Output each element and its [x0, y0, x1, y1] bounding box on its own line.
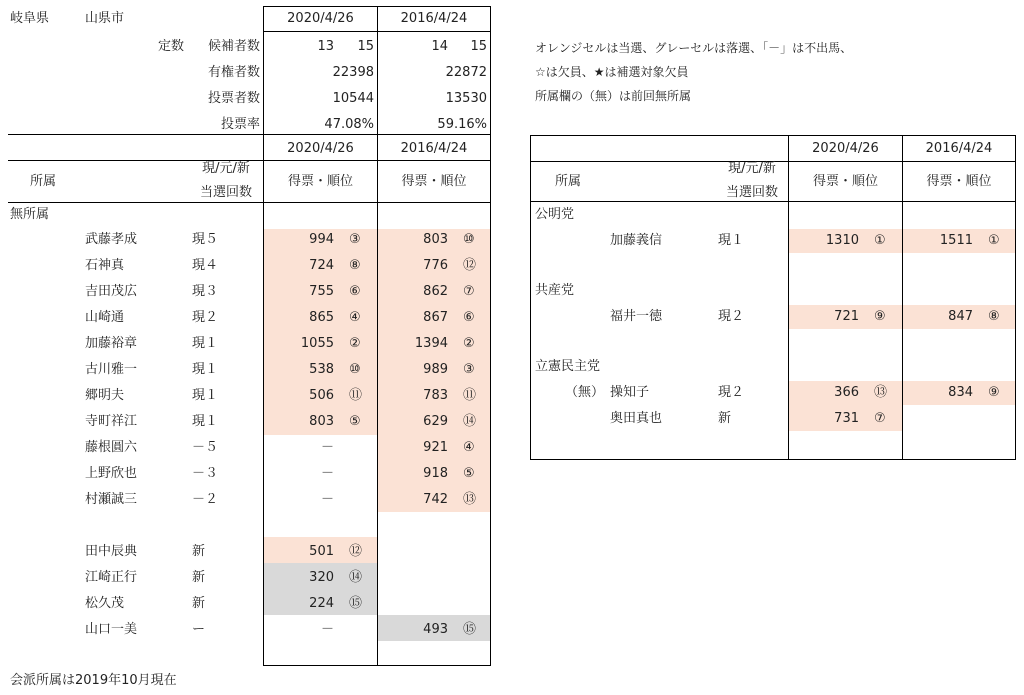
right-col-votes-2020: 得票・順位	[812, 174, 878, 189]
label-voters: 有権者数	[207, 65, 260, 80]
candidates-2016: 15	[470, 39, 487, 54]
candidate-status: 現１	[192, 362, 219, 377]
rank-2016: ⑪	[463, 388, 477, 403]
right-col-terms: 当選回数	[725, 185, 778, 200]
left-col-votes-2016: 得票・順位	[401, 174, 467, 189]
votes-2020: 865	[309, 310, 334, 325]
left-col-affiliation: 所属	[30, 174, 57, 189]
rank-2016: ③	[463, 362, 475, 377]
candidate-name: 山崎通	[85, 310, 125, 325]
rank-2020: ⑬	[874, 385, 888, 400]
votes-2020: 1310	[825, 233, 859, 248]
right-col-status: 現/元/新	[728, 161, 776, 176]
ballots-2016: 13530	[445, 91, 487, 106]
votes-2020: －	[320, 466, 334, 481]
footer-note: 会派所属は2019年10月現在	[10, 673, 177, 688]
party-komeito: 公明党	[535, 207, 575, 222]
rank-2020: ⑥	[349, 284, 361, 299]
votes-2020: －	[320, 492, 334, 507]
rank-2016: ⑦	[463, 284, 475, 299]
votes-2020: 731	[834, 411, 859, 426]
header-date-2016: 2016/4/24	[400, 11, 468, 26]
voters-2016: 22872	[445, 65, 487, 80]
candidate-status: 現２	[192, 310, 219, 325]
rank-2020: ⑦	[874, 411, 886, 426]
note-line-2: ☆は欠員、★は補選対象欠員	[535, 65, 689, 79]
rank-2020: ③	[349, 232, 361, 247]
candidate-name: 福井一徳	[610, 309, 663, 324]
candidates-2020: 15	[357, 39, 374, 54]
candidate-status: 現１	[192, 414, 219, 429]
party-independent: 無所属	[10, 207, 50, 222]
candidate-status: 現２	[718, 309, 745, 324]
candidate-name: 加藤裕章	[85, 336, 138, 351]
candidate-status: －３	[192, 466, 219, 481]
candidate-status: 現３	[192, 284, 219, 299]
rank-2020: ⑩	[349, 362, 361, 377]
votes-2016: 918	[423, 466, 448, 481]
candidate-name: 江崎正行	[85, 570, 138, 585]
rank-2020: ⑧	[349, 258, 361, 273]
candidate-status: －５	[192, 440, 219, 455]
seats-2016: 14	[431, 39, 448, 54]
candidate-status: 新	[192, 570, 206, 585]
votes-2016: 803	[423, 232, 448, 247]
votes-2020: 320	[309, 570, 334, 585]
left-date-2020: 2020/4/26	[287, 141, 354, 156]
votes-2020: 1055	[300, 336, 334, 351]
candidate-status: 現４	[192, 258, 219, 273]
candidate-status: 新	[192, 596, 206, 611]
candidate-name: 奥田真也	[610, 411, 663, 426]
right-col-votes-2016: 得票・順位	[926, 174, 992, 189]
candidate-status: －２	[192, 492, 219, 507]
rank-2016: ⑩	[463, 232, 475, 247]
left-col-status: 現/元/新	[202, 161, 250, 176]
candidate-name: 古川雅一	[85, 362, 138, 377]
votes-2016: 867	[423, 310, 448, 325]
candidate-name: 石神真	[85, 258, 125, 273]
votes-2016: 493	[423, 622, 448, 637]
rank-2020: ⑪	[349, 388, 363, 403]
candidate-status: 新	[718, 411, 732, 426]
votes-2016: 989	[423, 362, 448, 377]
votes-2016: 921	[423, 440, 448, 455]
right-date-2020: 2020/4/26	[812, 141, 879, 156]
votes-2016: 834	[948, 385, 973, 400]
candidate-name: 吉田茂広	[85, 284, 138, 299]
party-jcp: 共産党	[535, 283, 575, 298]
label-ballots: 投票者数	[207, 91, 260, 106]
city: 山県市	[85, 11, 125, 26]
candidate-status: ー	[192, 622, 206, 637]
rank-2020: ⑨	[874, 309, 886, 324]
rank-2016: ①	[988, 233, 1000, 248]
note-line-1: オレンジセルは当選、グレーセルは落選、「－」は不出馬、	[535, 41, 853, 55]
votes-2020: －	[320, 440, 334, 455]
rank-2020: ⑮	[349, 596, 363, 611]
votes-2016: 776	[423, 258, 448, 273]
candidate-prefix: （無）	[565, 385, 605, 400]
votes-2020: 803	[309, 414, 334, 429]
candidate-name: 上野欣也	[85, 466, 138, 481]
right-date-2016: 2016/4/24	[925, 141, 993, 156]
label-candidates: 候補者数	[207, 39, 260, 54]
candidate-status: 新	[192, 544, 206, 559]
votes-2016: 1394	[414, 336, 448, 351]
candidate-status: 現１	[192, 336, 219, 351]
header-date-2020: 2020/4/26	[287, 11, 354, 26]
prefecture: 岐阜県	[10, 11, 50, 26]
candidate-name: 藤根圓六	[85, 440, 138, 455]
candidate-name: 郷明夫	[85, 388, 125, 403]
rank-2016: ④	[463, 440, 475, 455]
rank-2020: ①	[874, 233, 886, 248]
votes-2020: 501	[309, 544, 334, 559]
votes-2016: 847	[948, 309, 973, 324]
party-cdp: 立憲民主党	[535, 359, 601, 374]
candidate-name: 田中辰典	[85, 544, 138, 559]
voters-2020: 22398	[332, 65, 374, 80]
votes-2020: 724	[309, 258, 334, 273]
left-col-terms: 当選回数	[199, 185, 252, 200]
rank-2016: ⑫	[463, 258, 477, 273]
rank-2020: ⑤	[349, 414, 361, 429]
votes-2020: 755	[309, 284, 334, 299]
votes-2016: 862	[423, 284, 448, 299]
rank-2020: ④	[349, 310, 361, 325]
left-col-votes-2020: 得票・順位	[287, 174, 353, 189]
note-line-3: 所属欄の（無）は前回無所属	[535, 89, 692, 103]
rank-2016: ⑭	[463, 414, 477, 429]
votes-2016: 783	[423, 388, 448, 403]
left-date-2016: 2016/4/24	[400, 141, 468, 156]
votes-2020: 506	[309, 388, 334, 403]
candidate-status: 現１	[192, 388, 219, 403]
rank-2020: ⑫	[349, 544, 363, 559]
candidate-status: 現２	[718, 385, 745, 400]
votes-2020: 366	[834, 385, 859, 400]
seats-2020: 13	[317, 39, 334, 54]
candidate-name: 村瀬誠三	[85, 492, 138, 507]
votes-2020: －	[320, 622, 334, 637]
candidate-status: 現１	[718, 233, 745, 248]
rank-2016: ⑤	[463, 466, 475, 481]
votes-2020: 224	[309, 596, 334, 611]
ballots-2020: 10544	[332, 91, 374, 106]
rank-2016: ⑬	[463, 492, 477, 507]
rank-2016: ②	[463, 336, 475, 351]
candidate-name: 操知子	[610, 385, 650, 400]
rank-2016: ⑥	[463, 310, 475, 325]
votes-2016: 742	[423, 492, 448, 507]
rank-2016: ⑨	[988, 385, 1000, 400]
candidate-name: 松久茂	[85, 596, 125, 611]
rank-2016: ⑧	[988, 309, 1000, 324]
candidate-status: 現５	[192, 232, 219, 247]
rank-2016: ⑮	[463, 622, 477, 637]
candidate-name: 寺町祥江	[85, 414, 138, 429]
votes-2020: 994	[309, 232, 334, 247]
candidate-name: 山口一美	[85, 622, 138, 637]
label-turnout: 投票率	[220, 117, 260, 132]
right-col-affiliation: 所属	[555, 174, 582, 189]
rank-2020: ⑭	[349, 570, 363, 585]
turnout-2016: 59.16%	[437, 117, 487, 132]
label-seats: 定数	[158, 39, 185, 54]
rank-2020: ②	[349, 336, 361, 351]
votes-2016: 629	[423, 414, 448, 429]
votes-2020: 721	[834, 309, 859, 324]
votes-2016: 1511	[939, 233, 973, 248]
turnout-2020: 47.08%	[324, 117, 374, 132]
votes-2020: 538	[309, 362, 334, 377]
candidate-name: 加藤義信	[610, 233, 663, 248]
candidate-name: 武藤孝成	[85, 232, 138, 247]
